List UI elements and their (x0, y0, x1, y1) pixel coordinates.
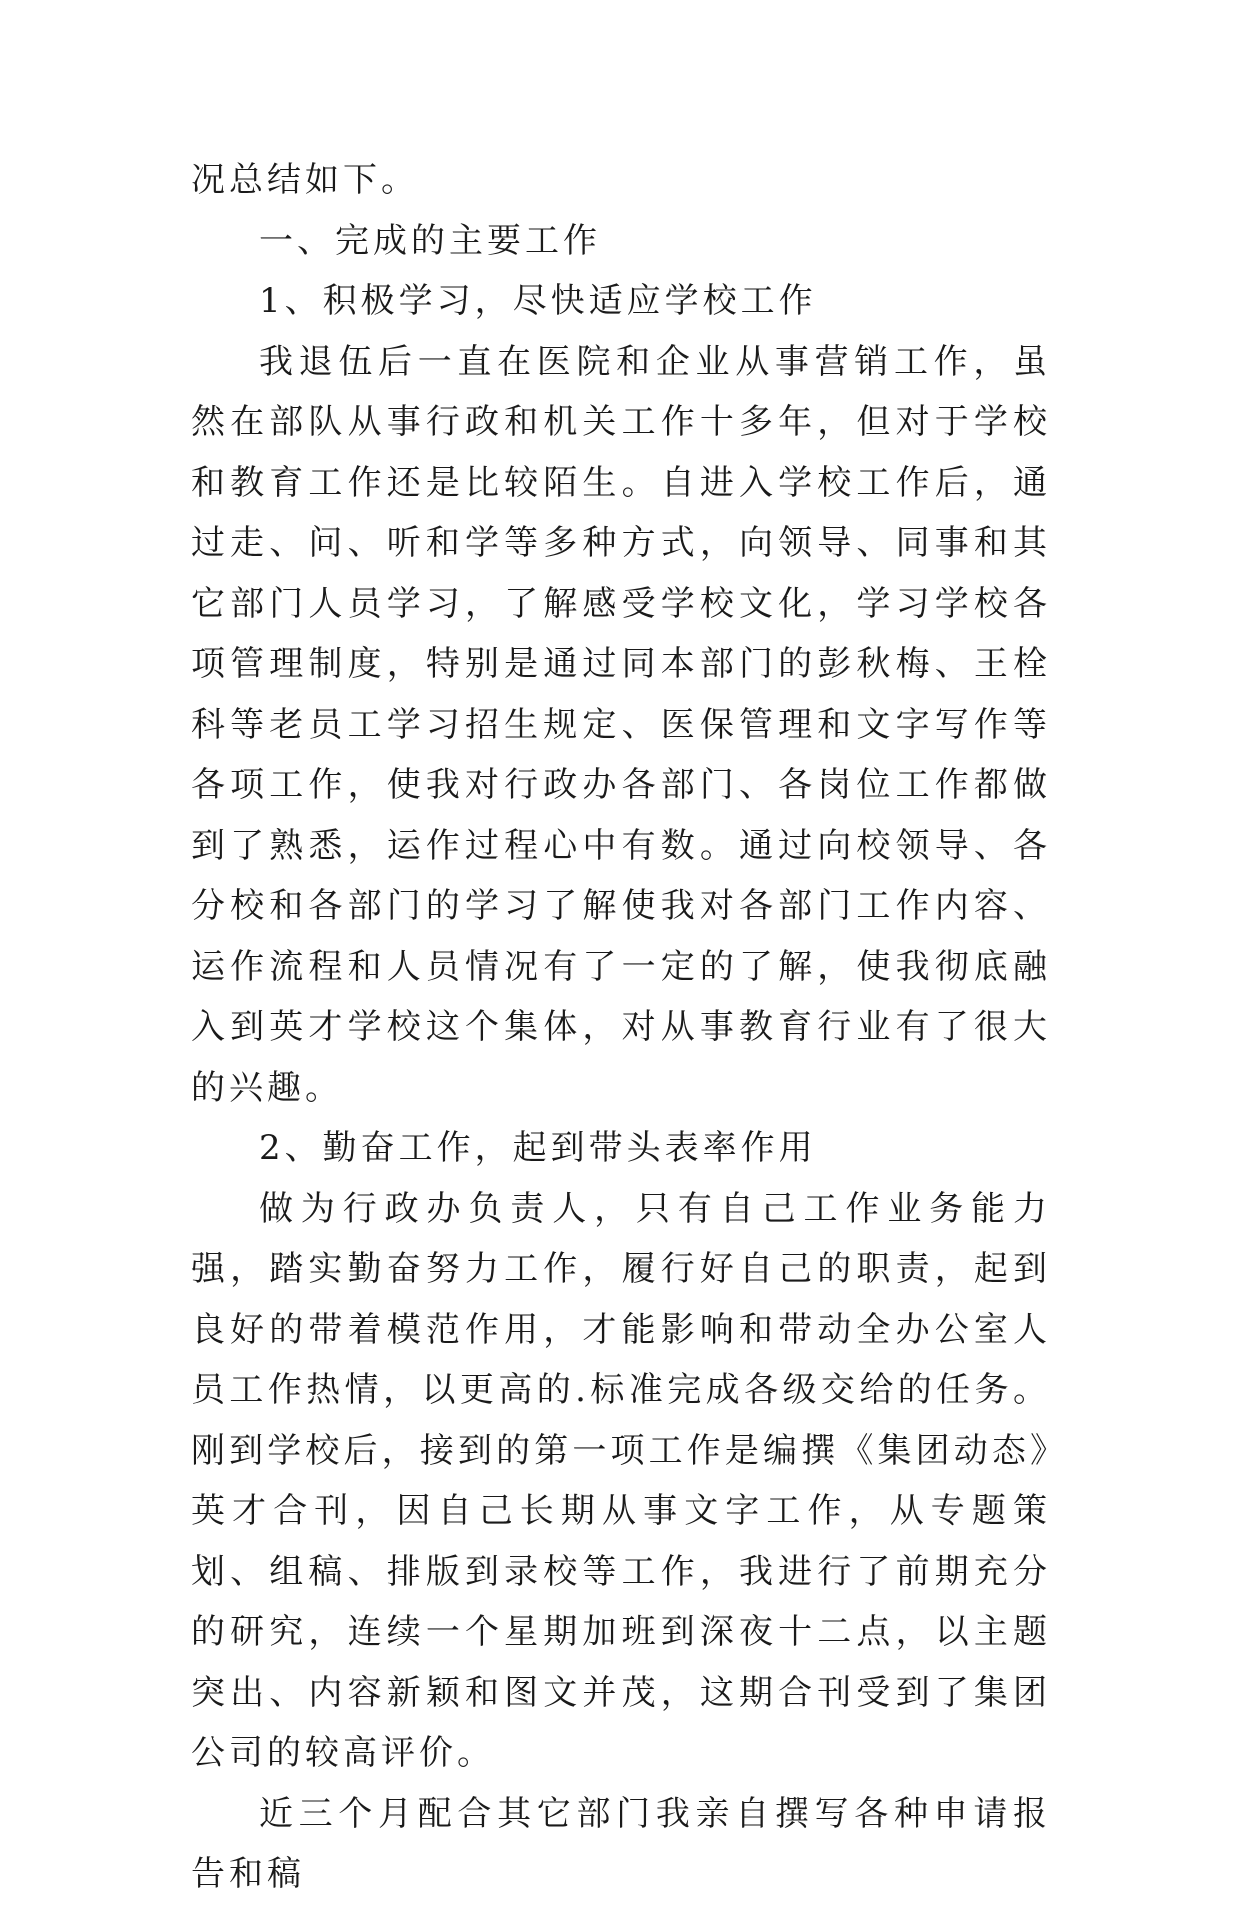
subsection-heading-2: 2、勤奋工作，起到带头表率作用 (259, 1128, 817, 1168)
document-body (191, 150, 1051, 1905)
paragraph-continuation: 况总结如下。 (191, 160, 419, 200)
section-heading: 一、完成的主要工作 (259, 220, 601, 261)
paragraph-diligence: 做为行政办负责人，只有自己工作业务能力强，踏实勤奋努力工作，履行好自己的职责，起到良好的带着模范作用，才能影响和带动全办公室人员工作热情，以更高的.标准完成各级交给的任务。刚到学校后，接到的第一项工作是编撰《集团动态》英才合刊，因自己长期从事文字工作，从专题策划、组稿、排版到录校等工作，我进行了前期充分的研究，连续一个星期加班到深夜十二点，以主题突出、内容新颖和图文并茂，这期合刊受到了集团公司的较高评价。 (191, 1188, 1051, 1773)
paragraph-learning: 我退伍后一直在医院和企业从事营销工作，虽然在部队从事行政和机关工作十多年，但对于学校和教育工作还是比较陌生。自进入学校工作后，通过走、问、听和学等多种方式，向领导、同事和其它部门人员学习，了解感受学校文化，学习学校各项管理制度，特别是通过同本部门的彭秋梅、王栓科等老员工学习招生规定、医保管理和文字写作等各项工作，使我对行政办各部门、各岗位工作都做到了熟悉，运作过程心中有数。通过向校领导、各分校和各部门的学习了解使我对各部门工作内容、运作流程和人员情况有了一定的了解，使我彻底融入到英才学校这个集体，对从事教育行业有了很大的兴趣。 (191, 341, 1051, 1108)
subsection-heading-1: 1、积极学习，尽快适应学校工作 (259, 281, 817, 321)
paragraph-reports: 近三个月配合其它部门我亲自撰写各种申请报告和稿 (191, 1793, 1051, 1894)
